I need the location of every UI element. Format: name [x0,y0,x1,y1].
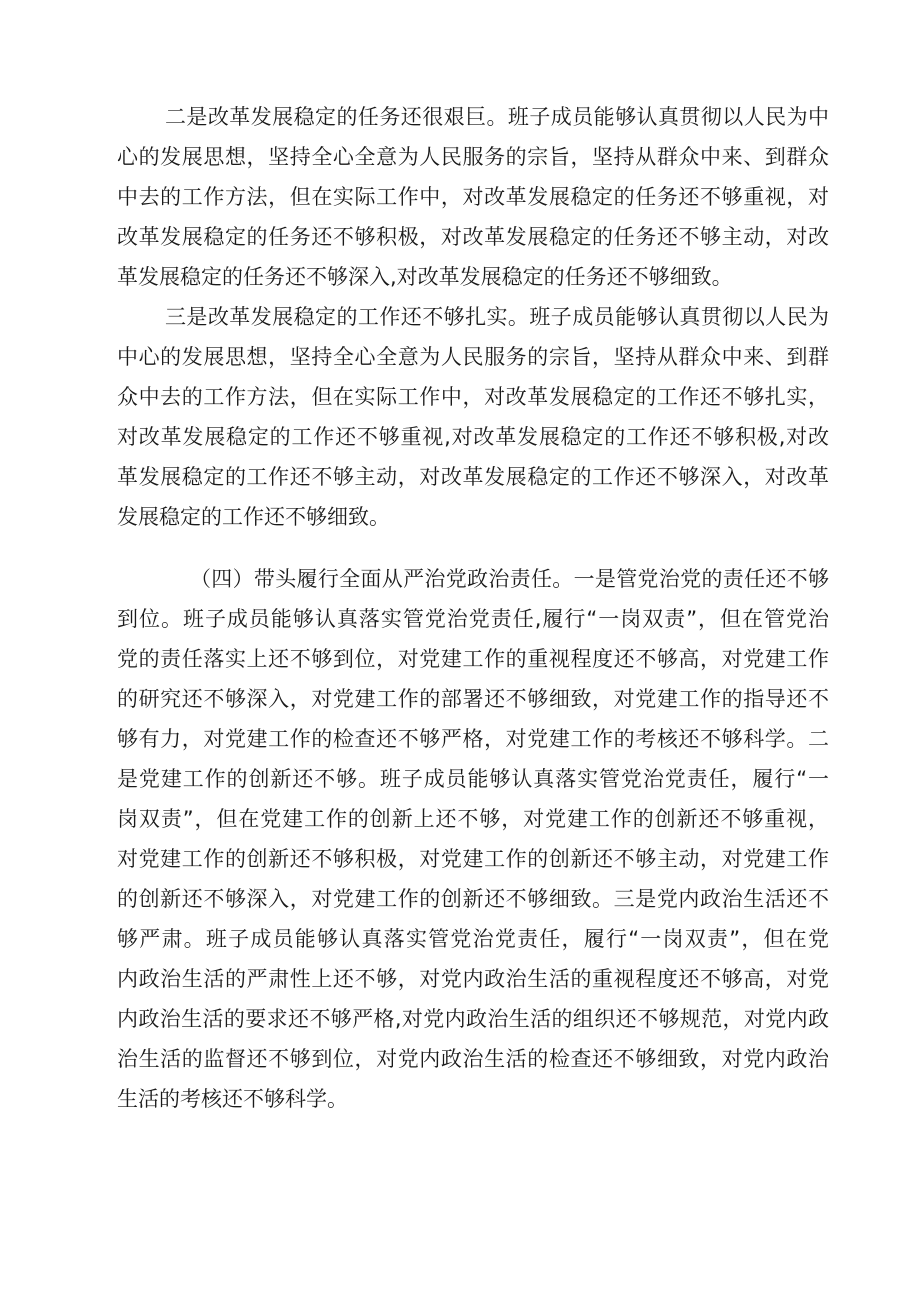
paragraph-3-line-5: 够有力，对党建工作的检查还不够严格，对党建工作的考核还不够科学。二 [117,727,829,751]
paragraph-2-line-6: 发展稳定的工作还不够细致。 [117,505,390,529]
paragraph-3-line-10: 够严肃。班子成员能够认真落实管党治党责任，履行“一岗双责”，但在党 [117,927,829,951]
paragraph-1-line-2: 心的发展思想，坚持全心全意为人民服务的宗旨，坚持从群众中来、到群众 [117,145,829,169]
paragraph-1-line-5: 革发展稳定的任务还不够深入,对改革发展稳定的任务还不够细致。 [117,265,733,289]
paragraph-3-line-1: （四）带头履行全面从严治党政治责任。一是管党治党的责任还不够 [190,567,829,591]
paragraph-3-line-6: 是党建工作的创新还不够。班子成员能够认真落实管党治党责任，履行“一 [117,767,829,791]
paragraph-3-line-3: 党的责任落实上还不够到位，对党建工作的重视程度还不够高，对党建工作 [117,647,829,671]
paragraph-3-line-8: 对党建工作的创新还不够积极，对党建工作的创新还不够主动，对党建工作 [117,847,829,871]
paragraph-3-line-12: 内政治生活的要求还不够严格,对党内政治生活的组织还不够规范，对党内政 [117,1007,829,1031]
paragraph-3-line-14: 生活的考核还不够科学。 [117,1087,348,1111]
paragraph-2-line-4: 对改革发展稳定的工作还不够重视,对改革发展稳定的工作还不够积极,对改 [117,425,829,449]
paragraph-3-line-4: 的研究还不够深入，对党建工作的部署还不够细致，对党建工作的指导还不 [117,687,829,711]
paragraph-2-line-3: 众中去的工作方法，但在实际工作中，对改革发展稳定的工作还不够扎实， [117,385,829,409]
paragraph-3-line-11: 内政治生活的严肃性上还不够，对党内政治生活的重视程度还不够高，对党 [117,967,829,991]
paragraph-3-line-7: 岗双责”，但在党建工作的创新上还不够，对党建工作的创新还不够重视， [117,807,829,831]
paragraph-3-line-2: 到位。班子成员能够认真落实管党治党责任,履行“一岗双责”，但在管党治 [117,607,829,631]
paragraph-2-line-2: 中心的发展思想，坚持全心全意为人民服务的宗旨，坚持从群众中来、到群 [117,345,829,369]
paragraph-1-line-1: 二是改革发展稳定的任务还很艰巨。班子成员能够认真贯彻以人民为中 [165,105,829,129]
paragraph-2-line-1: 三是改革发展稳定的工作还不够扎实。班子成员能够认真贯彻以人民为 [165,305,829,329]
paragraph-3-line-9: 的创新还不够深入，对党建工作的创新还不够细致。三是党内政治生活还不 [117,887,829,911]
paragraph-1-line-4: 改革发展稳定的任务还不够积极，对改革发展稳定的任务还不够主动，对改 [117,225,829,249]
paragraph-2-line-5: 革发展稳定的工作还不够主动，对改革发展稳定的工作还不够深入，对改革 [117,465,829,489]
paragraph-1-line-3: 中去的工作方法，但在实际工作中，对改革发展稳定的任务还不够重视，对 [117,185,829,209]
paragraph-3-line-13: 治生活的监督还不够到位，对党内政治生活的检查还不够细致，对党内政治 [117,1047,829,1071]
